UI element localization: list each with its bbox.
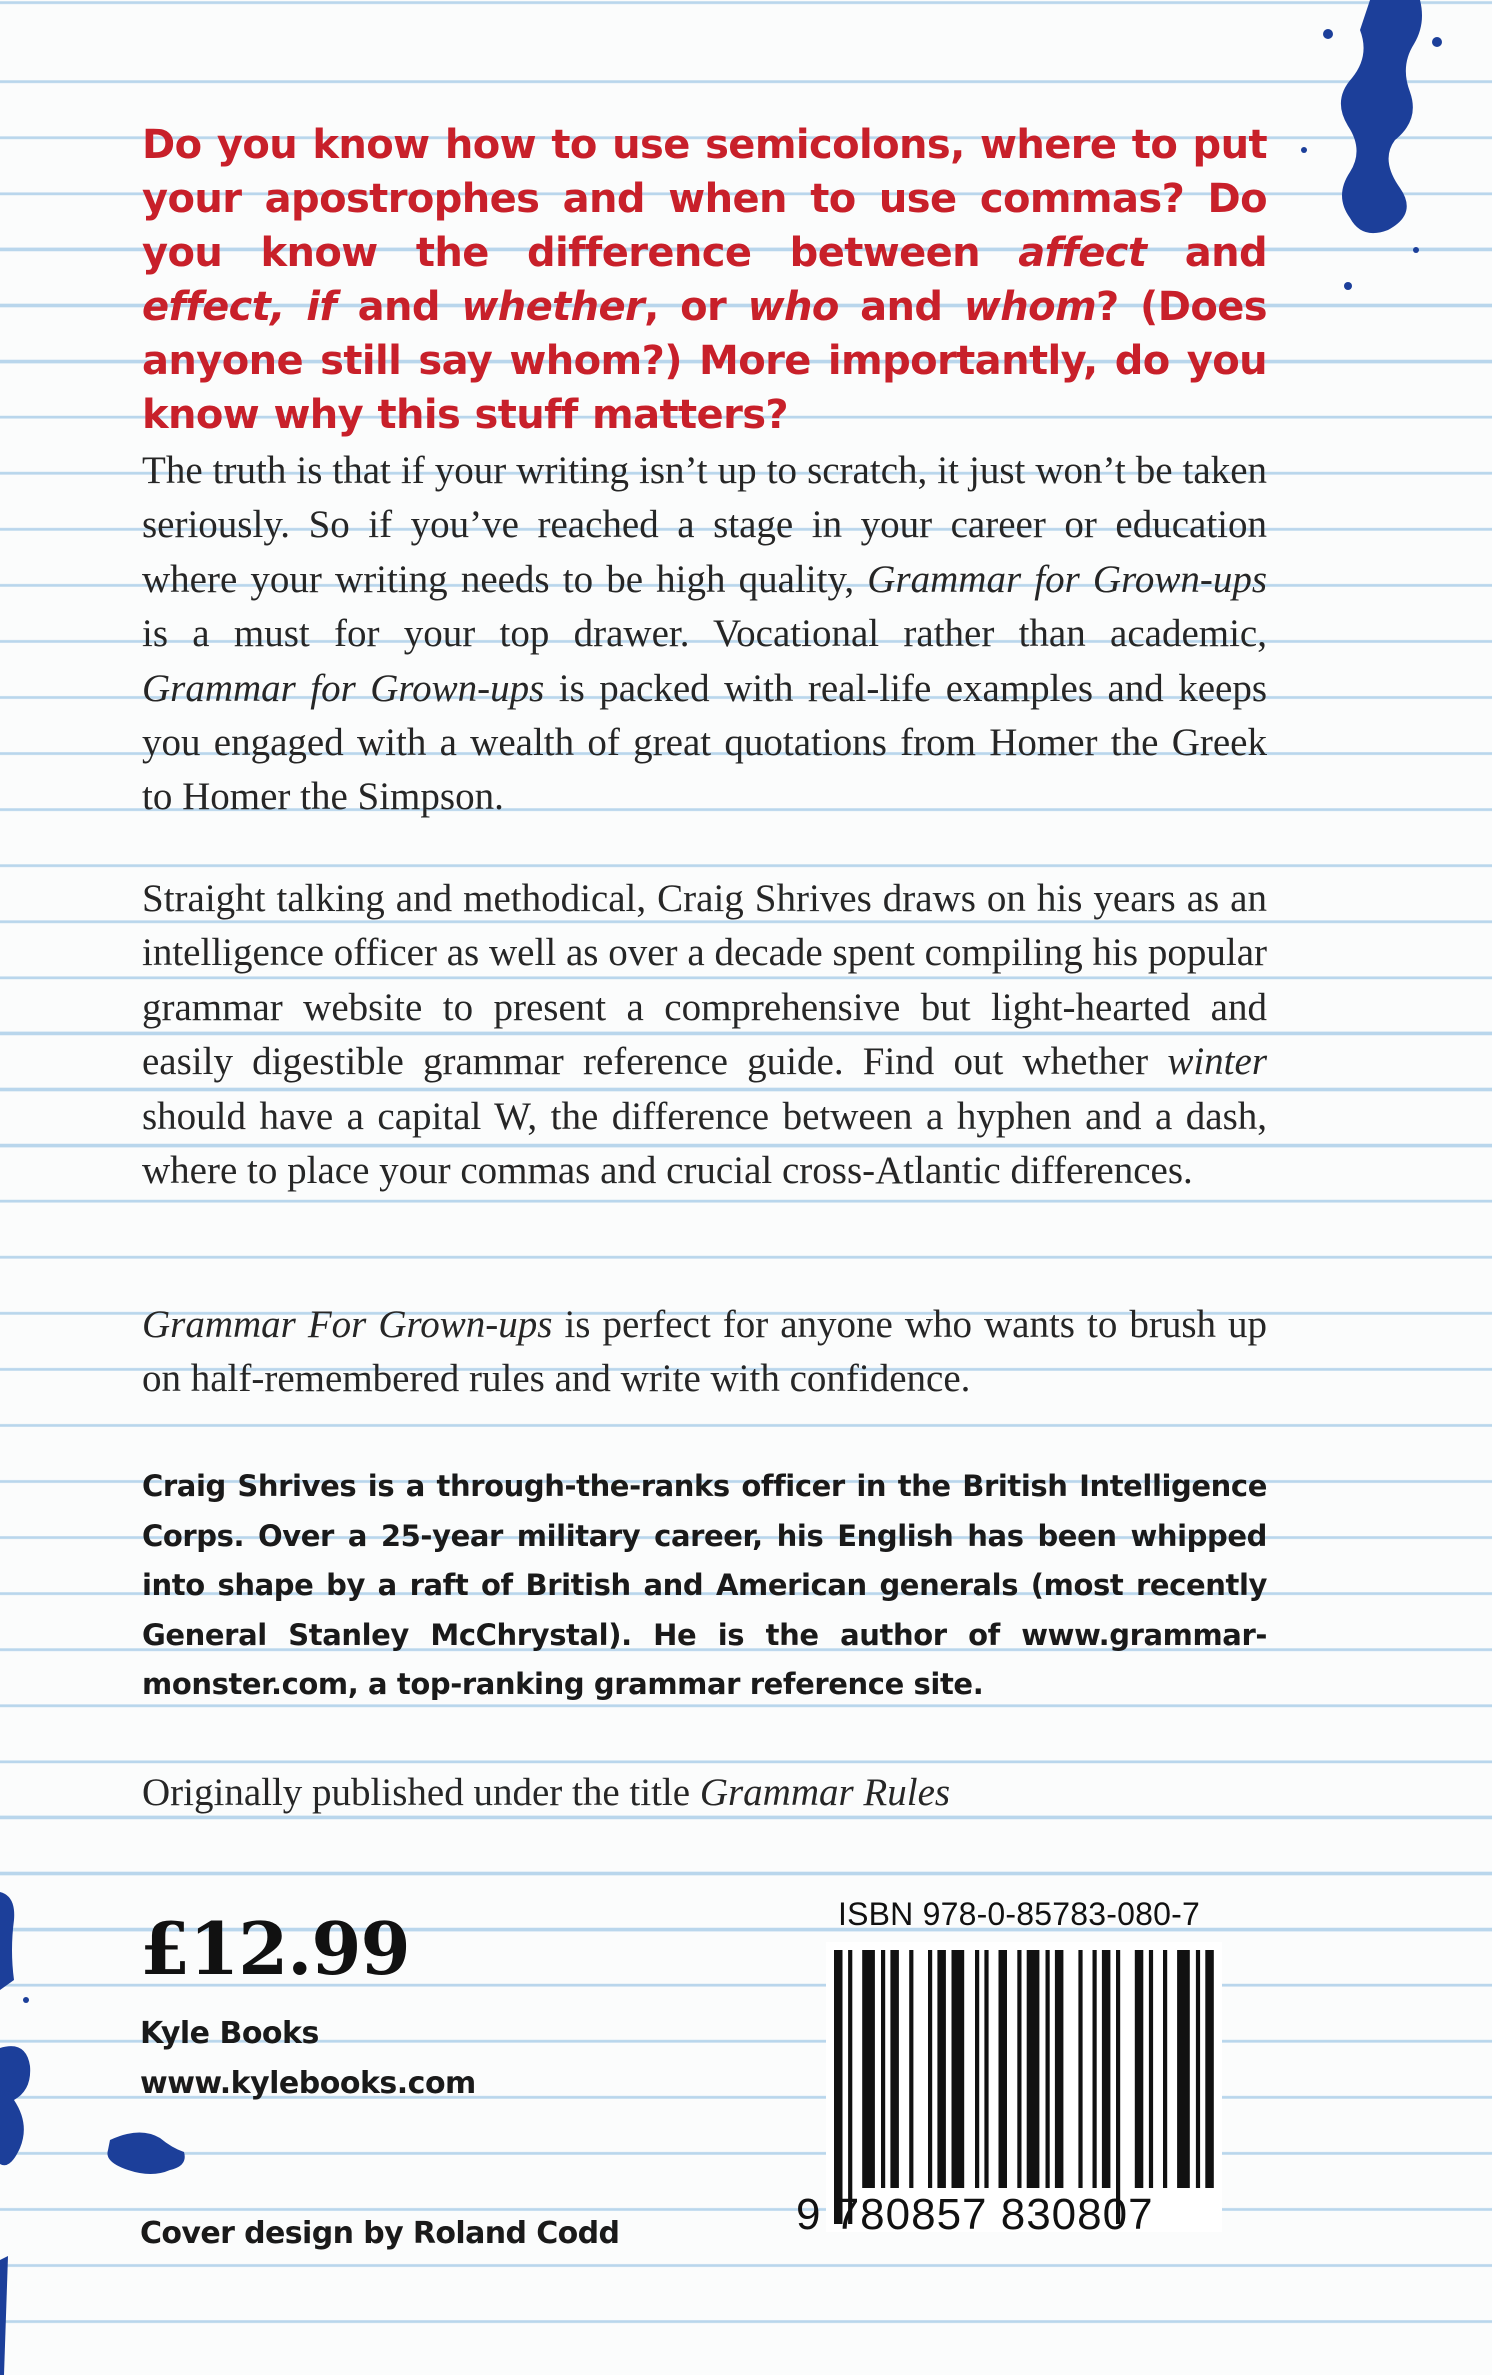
isbn-label: ISBN 978-0-85783-080-7 xyxy=(838,1896,1200,1932)
note-text: Originally published under the title xyxy=(142,1771,700,1814)
barcode-bar xyxy=(984,1950,988,2188)
headline-text: Do you know how to use semicolons, where to put your apostrophes and when to use commas? Do you know the difference between xyxy=(142,122,1267,276)
barcode-bar xyxy=(1027,1950,1040,2188)
headline-italic: effect, if xyxy=(142,284,337,330)
description-paragraph-3 xyxy=(142,1298,1267,1407)
paragraph-text: should have a capital W, the difference between a hyphen and a dash, where to place your commas and crucial cross-Atlantic differences. xyxy=(142,1094,1267,1193)
barcode-bar xyxy=(1093,1950,1097,2188)
paragraph-text: is packed with real-life examples and keeps you engaged with a wealth of great quotations from Homer the Greek to Homer the Simpson. xyxy=(142,666,1268,819)
headline-italic: who xyxy=(747,284,839,330)
barcode-bar xyxy=(1177,1950,1190,2188)
barcode-digits: 9 780857 830807 xyxy=(796,2190,1154,2239)
paragraph-text: Straight talking and methodical, Craig Shrives draws on his years as an intelligence officer as well as over a decade spent compiling his popular grammar website to present a comprehensive but light-hearted and easily digestible grammar reference guide. Find out whether xyxy=(142,877,1267,1084)
barcode-bar xyxy=(1135,1950,1144,2188)
barcode-bar xyxy=(1116,1950,1120,2224)
barcode-bar xyxy=(1149,1950,1153,2188)
barcode-bar xyxy=(1046,1950,1050,2188)
description-paragraph-2 xyxy=(142,872,1267,1198)
barcode-bar xyxy=(1163,1950,1167,2188)
book-title-italic: Grammar for Grown-ups xyxy=(142,666,545,710)
barcode xyxy=(826,1942,1222,2232)
barcode-bar xyxy=(1102,1950,1111,2188)
paragraph-text: is perfect for anyone who wants to brush up on half-remembered rules and write with confidence. xyxy=(142,1303,1268,1401)
headline-italic: whom xyxy=(963,284,1097,330)
headline-italic: whether xyxy=(461,284,645,330)
barcode-bar xyxy=(928,1950,932,2188)
barcode-bar xyxy=(1196,1950,1200,2188)
italic-word: winter xyxy=(1167,1040,1267,1084)
book-title-italic: Grammar for Grown-ups xyxy=(867,557,1267,601)
headline-italic: affect xyxy=(1018,230,1147,276)
barcode-bar xyxy=(1078,1950,1082,2188)
cover-credit: Cover design by Roland Codd xyxy=(140,2216,620,2251)
book-title-italic: Grammar For Grown-ups xyxy=(142,1303,553,1346)
barcode-bar xyxy=(848,1950,852,2224)
price: £12.99 xyxy=(140,1906,410,1991)
barcode-bar xyxy=(937,1950,946,2188)
barcode-bar xyxy=(881,1950,885,2188)
barcode-bar xyxy=(1205,1950,1214,2188)
description-paragraph-1 xyxy=(142,444,1267,825)
original-title-note xyxy=(142,1766,1267,1820)
barcode-bar xyxy=(890,1950,899,2188)
original-title-italic: Grammar Rules xyxy=(699,1771,951,1814)
barcode-bar xyxy=(862,1950,875,2188)
barcode-bar xyxy=(1017,1950,1021,2188)
author-bio: Craig Shrives is a through-the-ranks officer in the British Intelligence Corps. Over a 25-year military career, his English has been whipped into shape by a raft of British and American generals (most recently General Stanley McChrystal). He is the author of www.grammar-monster.com, a top-ranking grammar reference site. xyxy=(142,1469,1267,1701)
headline-text: , or xyxy=(644,284,748,330)
paragraph-text: The truth is that if your writing isn’t up to scratch, it just won’t be taken seriously. So if you’ve reached a stage in your career or education where your writing needs to be high quality, xyxy=(142,449,1267,601)
barcode-bar xyxy=(909,1950,913,2188)
barcode-bar xyxy=(952,1950,965,2188)
headline-text: ? (Does anyone still say whom?) More importantly, do you know why this stuff matters? xyxy=(142,284,1267,438)
headline-text: and xyxy=(838,284,964,330)
headline-text: and xyxy=(1146,230,1267,276)
publisher-url: www.kylebooks.com xyxy=(140,2066,476,2101)
barcode-bar xyxy=(1055,1950,1064,2188)
headline-text: and xyxy=(336,284,462,330)
publisher-name: Kyle Books xyxy=(140,2016,319,2051)
barcode-bar xyxy=(999,1950,1008,2188)
barcode-bar xyxy=(975,1950,979,2188)
barcode-bar xyxy=(834,1950,843,2224)
paragraph-text: is a must for your top drawer. Vocational rather than academic, xyxy=(142,612,1267,656)
headline xyxy=(142,118,1267,442)
